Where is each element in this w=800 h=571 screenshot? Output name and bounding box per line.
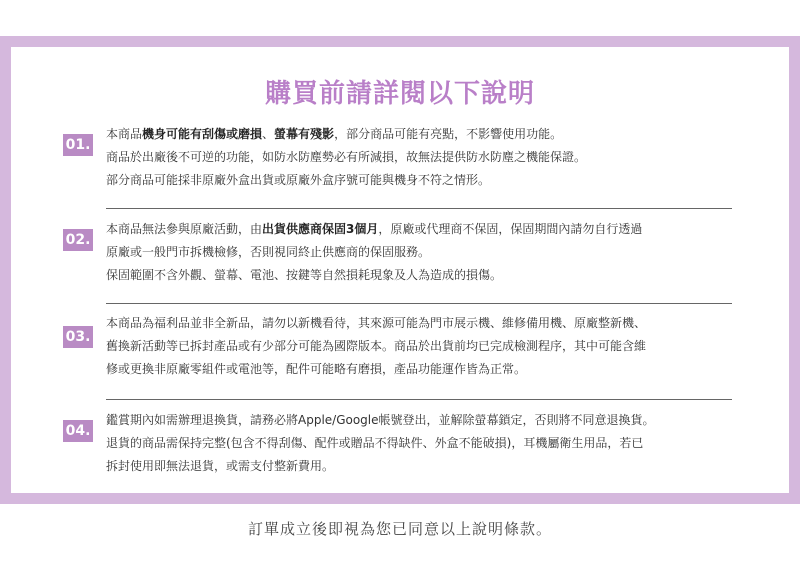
item-line (106, 123, 777, 146)
item-text (106, 218, 777, 287)
emphasis-text: 機身可能有刮傷或磨損 (142, 127, 263, 141)
item-line: 拆封使用即無法退貨，或需支付整新費用。 (106, 459, 335, 473)
agreement-footer: 訂單成立後即視為您已同意以上說明條款。 (247, 520, 552, 538)
emphasis-text: 螢幕有殘影 (274, 127, 335, 141)
text-segment: 本商品無法參與原廠活動，由 (106, 222, 263, 236)
item-text (106, 123, 777, 192)
section-divider (106, 303, 732, 304)
item-line: 舊換新活動等已拆封產品或有少部分可能為國際版本。商品於出貨前均已完成檢測程序，其中可能含維 (106, 339, 647, 353)
text-segment: ，部分商品可能有亮點，不影響使用功能。 (334, 127, 563, 141)
section-divider (106, 208, 732, 209)
item-text (106, 312, 777, 381)
item-line: 退貨的商品需保持完整(包含不得刮傷、配件或贈品不得缺件、外盒不能破損)，耳機屬衛生用品，若已 (106, 436, 644, 450)
notice-panel (11, 47, 789, 493)
text-segment: ，原廠或代理商不保固，保固期間內請勿自行透過 (378, 222, 643, 236)
section-divider (106, 399, 732, 400)
item-number-badge: 01. (63, 134, 93, 156)
emphasis-text: 出貨供應商保固3個月 (262, 222, 379, 236)
item-number-badge: 04. (63, 420, 93, 442)
text-segment: 本商品 (106, 127, 143, 141)
item-line: 修或更換非原廠零組件或電池等，配件可能略有磨損，產品功能運作皆為正常。 (106, 362, 527, 376)
text-segment: 、 (262, 127, 275, 141)
item-text (106, 409, 777, 478)
item-line: 商品於出廠後不可逆的功能，如防水防塵勢必有所減損，故無法提供防水防塵之機能保證。 (106, 150, 587, 164)
item-number-badge: 02. (63, 229, 93, 251)
item-line: 原廠或一般門市拆機檢修，否則視同終止供應商的保固服務。 (106, 245, 431, 259)
item-number-badge: 03. (63, 326, 93, 348)
item-line: 部分商品可能採非原廠外盒出貨或原廠外盒序號可能與機身不符之情形。 (106, 173, 491, 187)
item-line (106, 218, 777, 241)
item-line: 保固範圍不含外觀、螢幕、電池、按鍵等自然損耗現象及人為造成的損傷。 (106, 268, 503, 282)
notice-title: 購買前請詳閱以下說明 (264, 79, 535, 109)
notice-frame (0, 36, 800, 504)
item-line: 本商品為福利品並非全新品，請勿以新機看待，其來源可能為門市展示機、維修備用機、原廠整新機、 (106, 316, 647, 330)
item-line: 鑑賞期內如需辦理退換貨，請務必將Apple/Google帳號登出，並解除螢幕鎖定，否則將不同意退換貨。 (106, 413, 655, 427)
